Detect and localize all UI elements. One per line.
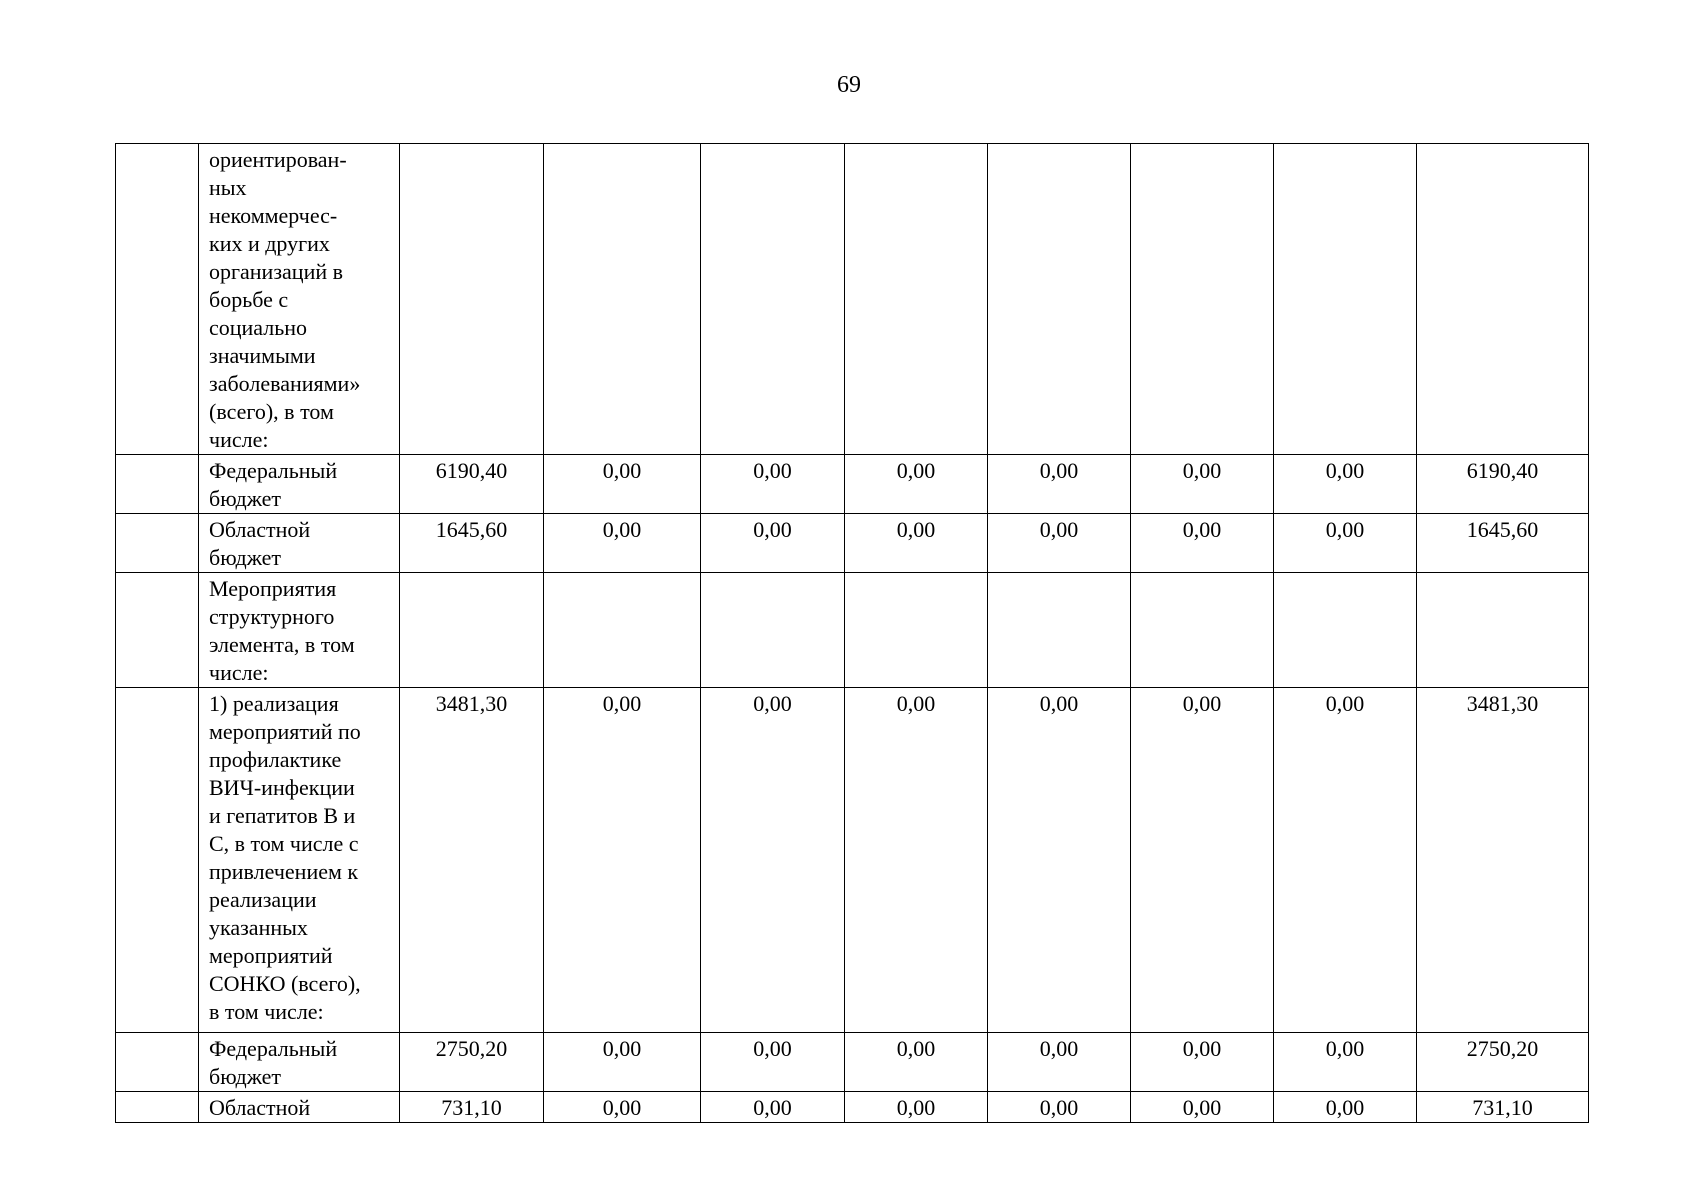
- value-cell: [701, 573, 845, 688]
- row-number-cell: [116, 688, 199, 1033]
- table-row: [116, 514, 1589, 573]
- value-cell: 0,00: [1274, 1092, 1417, 1123]
- description-line: профилактике: [209, 747, 342, 772]
- value-cell: [1417, 573, 1589, 688]
- value-cell: [1417, 144, 1589, 455]
- description-line: числе:: [209, 427, 269, 452]
- value-cell: [544, 144, 701, 455]
- value-cell: [1274, 573, 1417, 688]
- value-cell: 0,00: [988, 1033, 1131, 1092]
- description-line: мероприятий: [209, 943, 333, 968]
- description-line: С, в том числе с: [209, 831, 359, 856]
- row-number-cell: [116, 1033, 199, 1092]
- value-cell: 2750,20: [1417, 1033, 1589, 1092]
- row-number-cell: [116, 573, 199, 688]
- description-line: ориентирован-: [209, 147, 347, 172]
- value-cell: 0,00: [1131, 1092, 1274, 1123]
- description-line: ВИЧ-инфекции: [209, 775, 355, 800]
- description-line: заболеваниями»: [209, 371, 361, 396]
- description-line: бюджет: [209, 1064, 281, 1089]
- value-cell: 0,00: [544, 1033, 701, 1092]
- description-line: привлечением к: [209, 859, 359, 884]
- value-cell: 0,00: [544, 688, 701, 1033]
- value-cell: 0,00: [1274, 514, 1417, 573]
- value-cell: 0,00: [544, 514, 701, 573]
- table-row: [116, 1092, 1589, 1123]
- description-line: Федеральный: [209, 458, 338, 483]
- value-cell: 0,00: [1274, 455, 1417, 514]
- description-line: указанных: [209, 915, 308, 940]
- description-line: ких и других: [209, 231, 330, 256]
- value-cell: 0,00: [1131, 1033, 1274, 1092]
- description-line: 1) реализация: [209, 691, 339, 716]
- description-cell: [199, 573, 400, 688]
- description-line: в том числе:: [209, 999, 324, 1024]
- value-cell: 3481,30: [1417, 688, 1589, 1033]
- value-cell: 2750,20: [400, 1033, 544, 1092]
- value-cell: [1274, 144, 1417, 455]
- table-body: [116, 144, 1589, 1123]
- description-line: мероприятий по: [209, 719, 361, 744]
- description-line: Мероприятия: [209, 576, 337, 601]
- value-cell: [701, 144, 845, 455]
- value-cell: 0,00: [1274, 688, 1417, 1033]
- value-cell: [1131, 573, 1274, 688]
- value-cell: 0,00: [845, 1033, 988, 1092]
- description-line: структурного: [209, 604, 335, 629]
- description-line: Федеральный: [209, 1036, 338, 1061]
- value-cell: 0,00: [1131, 514, 1274, 573]
- table-row: [116, 1033, 1589, 1092]
- description-line: бюджет: [209, 545, 281, 570]
- value-cell: 0,00: [701, 1092, 845, 1123]
- description-line: социально: [209, 315, 308, 340]
- description-line: (всего), в том: [209, 399, 334, 424]
- value-cell: [845, 144, 988, 455]
- description-line: СОНКО (всего),: [209, 971, 361, 996]
- row-number-cell: [116, 144, 199, 455]
- value-cell: 0,00: [988, 1092, 1131, 1123]
- table-row: [116, 688, 1589, 1033]
- value-cell: 6190,40: [1417, 455, 1589, 514]
- value-cell: 0,00: [845, 688, 988, 1033]
- page-number: 69: [837, 72, 861, 98]
- description-line: числе:: [209, 660, 269, 685]
- table-row: [116, 144, 1589, 455]
- value-cell: [400, 144, 544, 455]
- value-cell: 0,00: [988, 688, 1131, 1033]
- description-cell: [199, 455, 400, 514]
- description-line: некоммерчес-: [209, 203, 338, 228]
- value-cell: 0,00: [845, 1092, 988, 1123]
- value-cell: [1131, 144, 1274, 455]
- value-cell: 0,00: [544, 455, 701, 514]
- value-cell: 0,00: [988, 514, 1131, 573]
- description-line: борьбе с: [209, 287, 289, 312]
- value-cell: 0,00: [1131, 455, 1274, 514]
- description-line: реализации: [209, 887, 317, 912]
- value-cell: 731,10: [1417, 1092, 1589, 1123]
- description-line: Областной: [209, 517, 311, 542]
- row-number-cell: [116, 455, 199, 514]
- row-number-cell: [116, 1092, 199, 1123]
- value-cell: 0,00: [845, 514, 988, 573]
- value-cell: 0,00: [701, 455, 845, 514]
- description-line: бюджет: [209, 486, 281, 511]
- description-cell: [199, 144, 400, 455]
- description-cell: [199, 1033, 400, 1092]
- value-cell: 0,00: [544, 1092, 701, 1123]
- description-cell: [199, 688, 400, 1033]
- value-cell: 1645,60: [1417, 514, 1589, 573]
- description-line: Областной: [209, 1095, 311, 1120]
- value-cell: 6190,40: [400, 455, 544, 514]
- value-cell: [988, 144, 1131, 455]
- description-line: ных: [209, 175, 247, 200]
- value-cell: 731,10: [400, 1092, 544, 1123]
- value-cell: 3481,30: [400, 688, 544, 1033]
- description-line: и гепатитов В и: [209, 803, 356, 828]
- description-cell: [199, 1092, 400, 1123]
- value-cell: [988, 573, 1131, 688]
- value-cell: 0,00: [845, 455, 988, 514]
- value-cell: 0,00: [988, 455, 1131, 514]
- value-cell: 0,00: [701, 1033, 845, 1092]
- value-cell: 0,00: [701, 688, 845, 1033]
- description-line: элемента, в том: [209, 632, 355, 657]
- table-row: [116, 573, 1589, 688]
- description-line: значимыми: [209, 343, 316, 368]
- row-number-cell: [116, 514, 199, 573]
- budget-table: [115, 143, 1589, 1123]
- value-cell: 0,00: [1274, 1033, 1417, 1092]
- description-cell: [199, 514, 400, 573]
- value-cell: 0,00: [701, 514, 845, 573]
- value-cell: 1645,60: [400, 514, 544, 573]
- value-cell: [845, 573, 988, 688]
- table-row: [116, 455, 1589, 514]
- value-cell: [544, 573, 701, 688]
- value-cell: 0,00: [1131, 688, 1274, 1033]
- value-cell: [400, 573, 544, 688]
- description-line: организаций в: [209, 259, 343, 284]
